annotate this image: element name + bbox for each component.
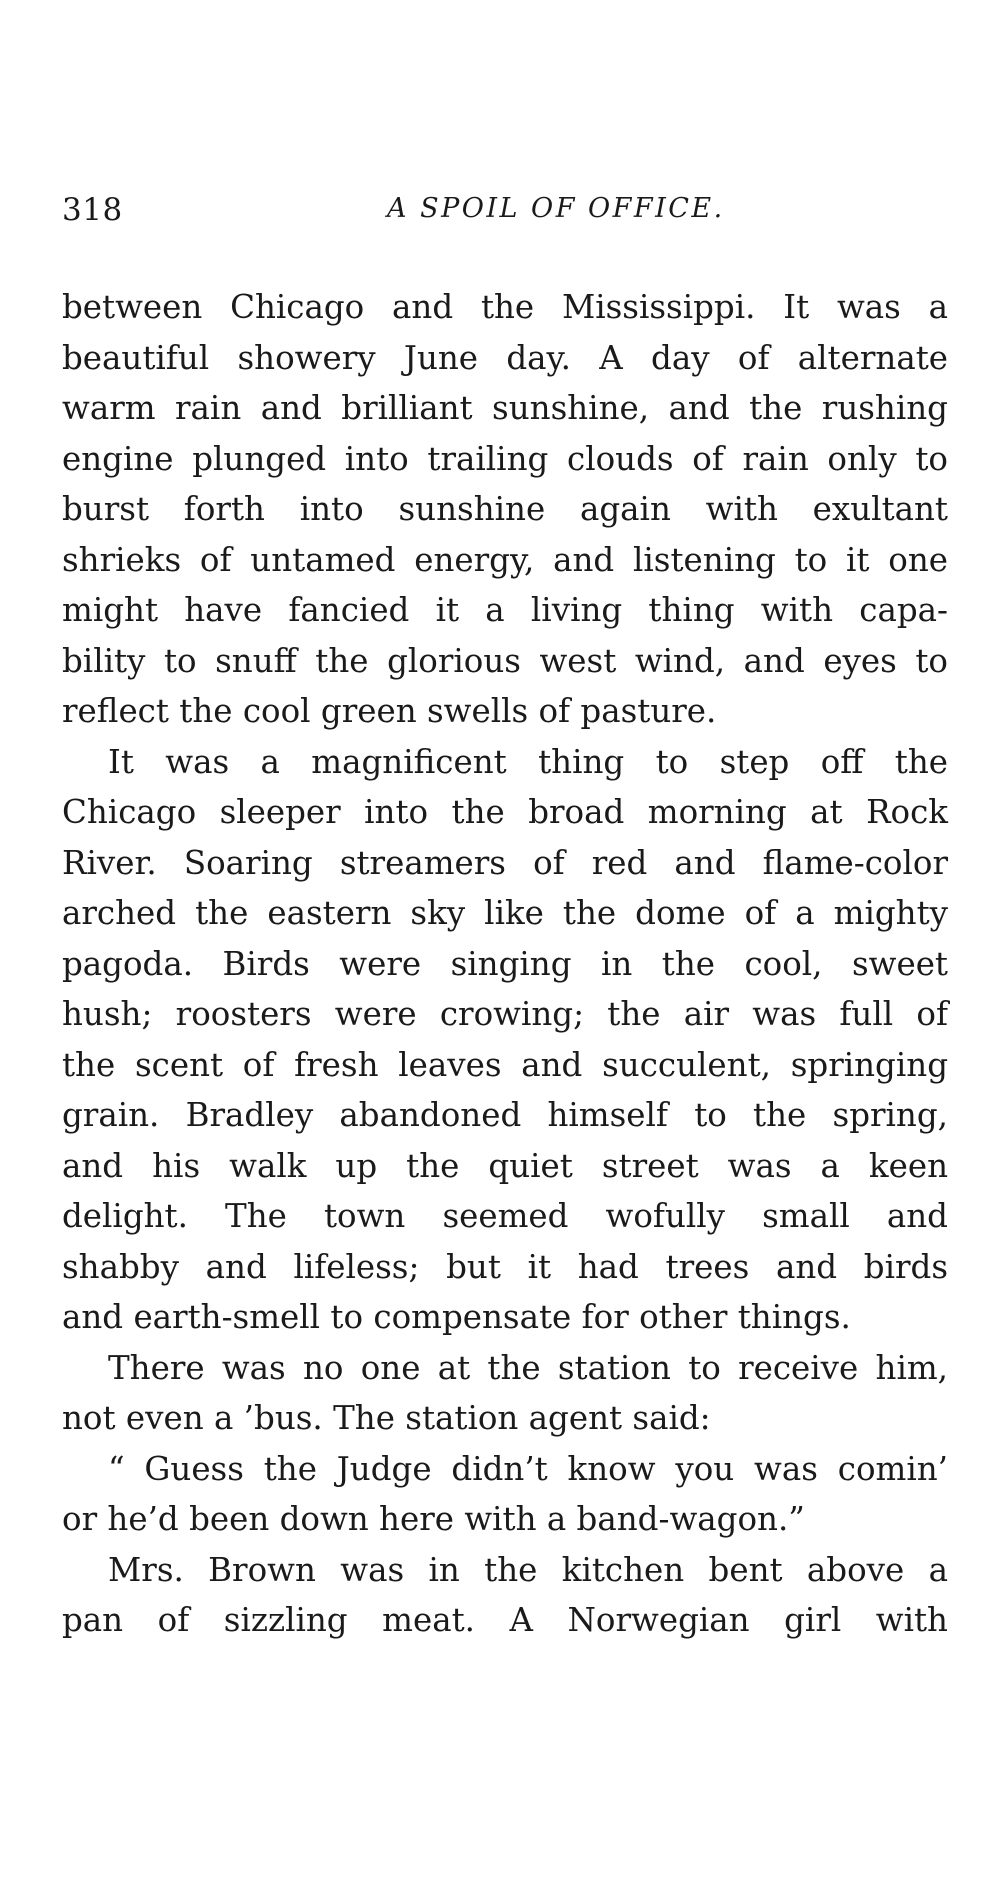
- body-text: [62, 282, 948, 1646]
- text-line: pagoda. Birds were singing in the cool, sweet: [62, 944, 948, 983]
- text-line: “ Guess the Judge didn’t know you was comin’: [108, 1449, 948, 1488]
- text-line: shrieks of untamed energy, and listening to it one: [62, 540, 948, 579]
- text-line: It was a magnificent thing to step off the: [108, 742, 948, 781]
- text-line: hush; roosters were crowing; the air was full of: [62, 995, 948, 1033]
- text-line: might have fancied it a living thing with capa-: [62, 591, 948, 629]
- text-line: grain. Bradley abandoned himself to the spring,: [62, 1096, 948, 1134]
- text-line: River. Soaring streamers of red and flame-color: [62, 843, 948, 882]
- text-line: arched the eastern sky like the dome of a mighty: [62, 894, 948, 932]
- text-line: warm rain and brilliant sunshine, and the rushing: [62, 389, 948, 427]
- text-line: and earth-smell to compensate for other things.: [62, 1298, 851, 1336]
- text-line: delight. The town seemed wofully small and: [62, 1197, 948, 1235]
- text-line: and his walk up the quiet street was a keen: [62, 1146, 948, 1185]
- running-title: A SPOIL OF OFFICE.: [387, 193, 725, 224]
- text-line: reflect the cool green swells of pasture.: [62, 692, 717, 730]
- text-line: or he’d been down here with a band-wagon.”: [62, 1500, 805, 1538]
- text-line: the scent of fresh leaves and succulent, springing: [62, 1045, 948, 1084]
- text-line: beautiful showery June day. A day of alternate: [62, 338, 948, 377]
- text-line: Mrs. Brown was in the kitchen bent above a: [108, 1550, 948, 1589]
- text-line: burst forth into sunshine again with exultant: [62, 490, 948, 528]
- text-line: between Chicago and the Mississippi. It was a: [62, 288, 948, 326]
- text-line: pan of sizzling meat. A Norwegian girl with: [62, 1601, 948, 1639]
- text-line: There was no one at the station to receive him,: [108, 1348, 948, 1387]
- page-number: 318: [62, 192, 123, 228]
- page-header: [62, 192, 948, 232]
- text-line: engine plunged into trailing clouds of rain only to: [62, 439, 948, 478]
- text-line: Chicago sleeper into the broad morning at Rock: [62, 793, 948, 831]
- text-line: bility to snuff the glorious west wind, and eyes to: [62, 641, 948, 680]
- text-line: not even a ’bus. The station agent said:: [62, 1399, 711, 1437]
- text-line: shabby and lifeless; but it had trees and birds: [62, 1247, 948, 1286]
